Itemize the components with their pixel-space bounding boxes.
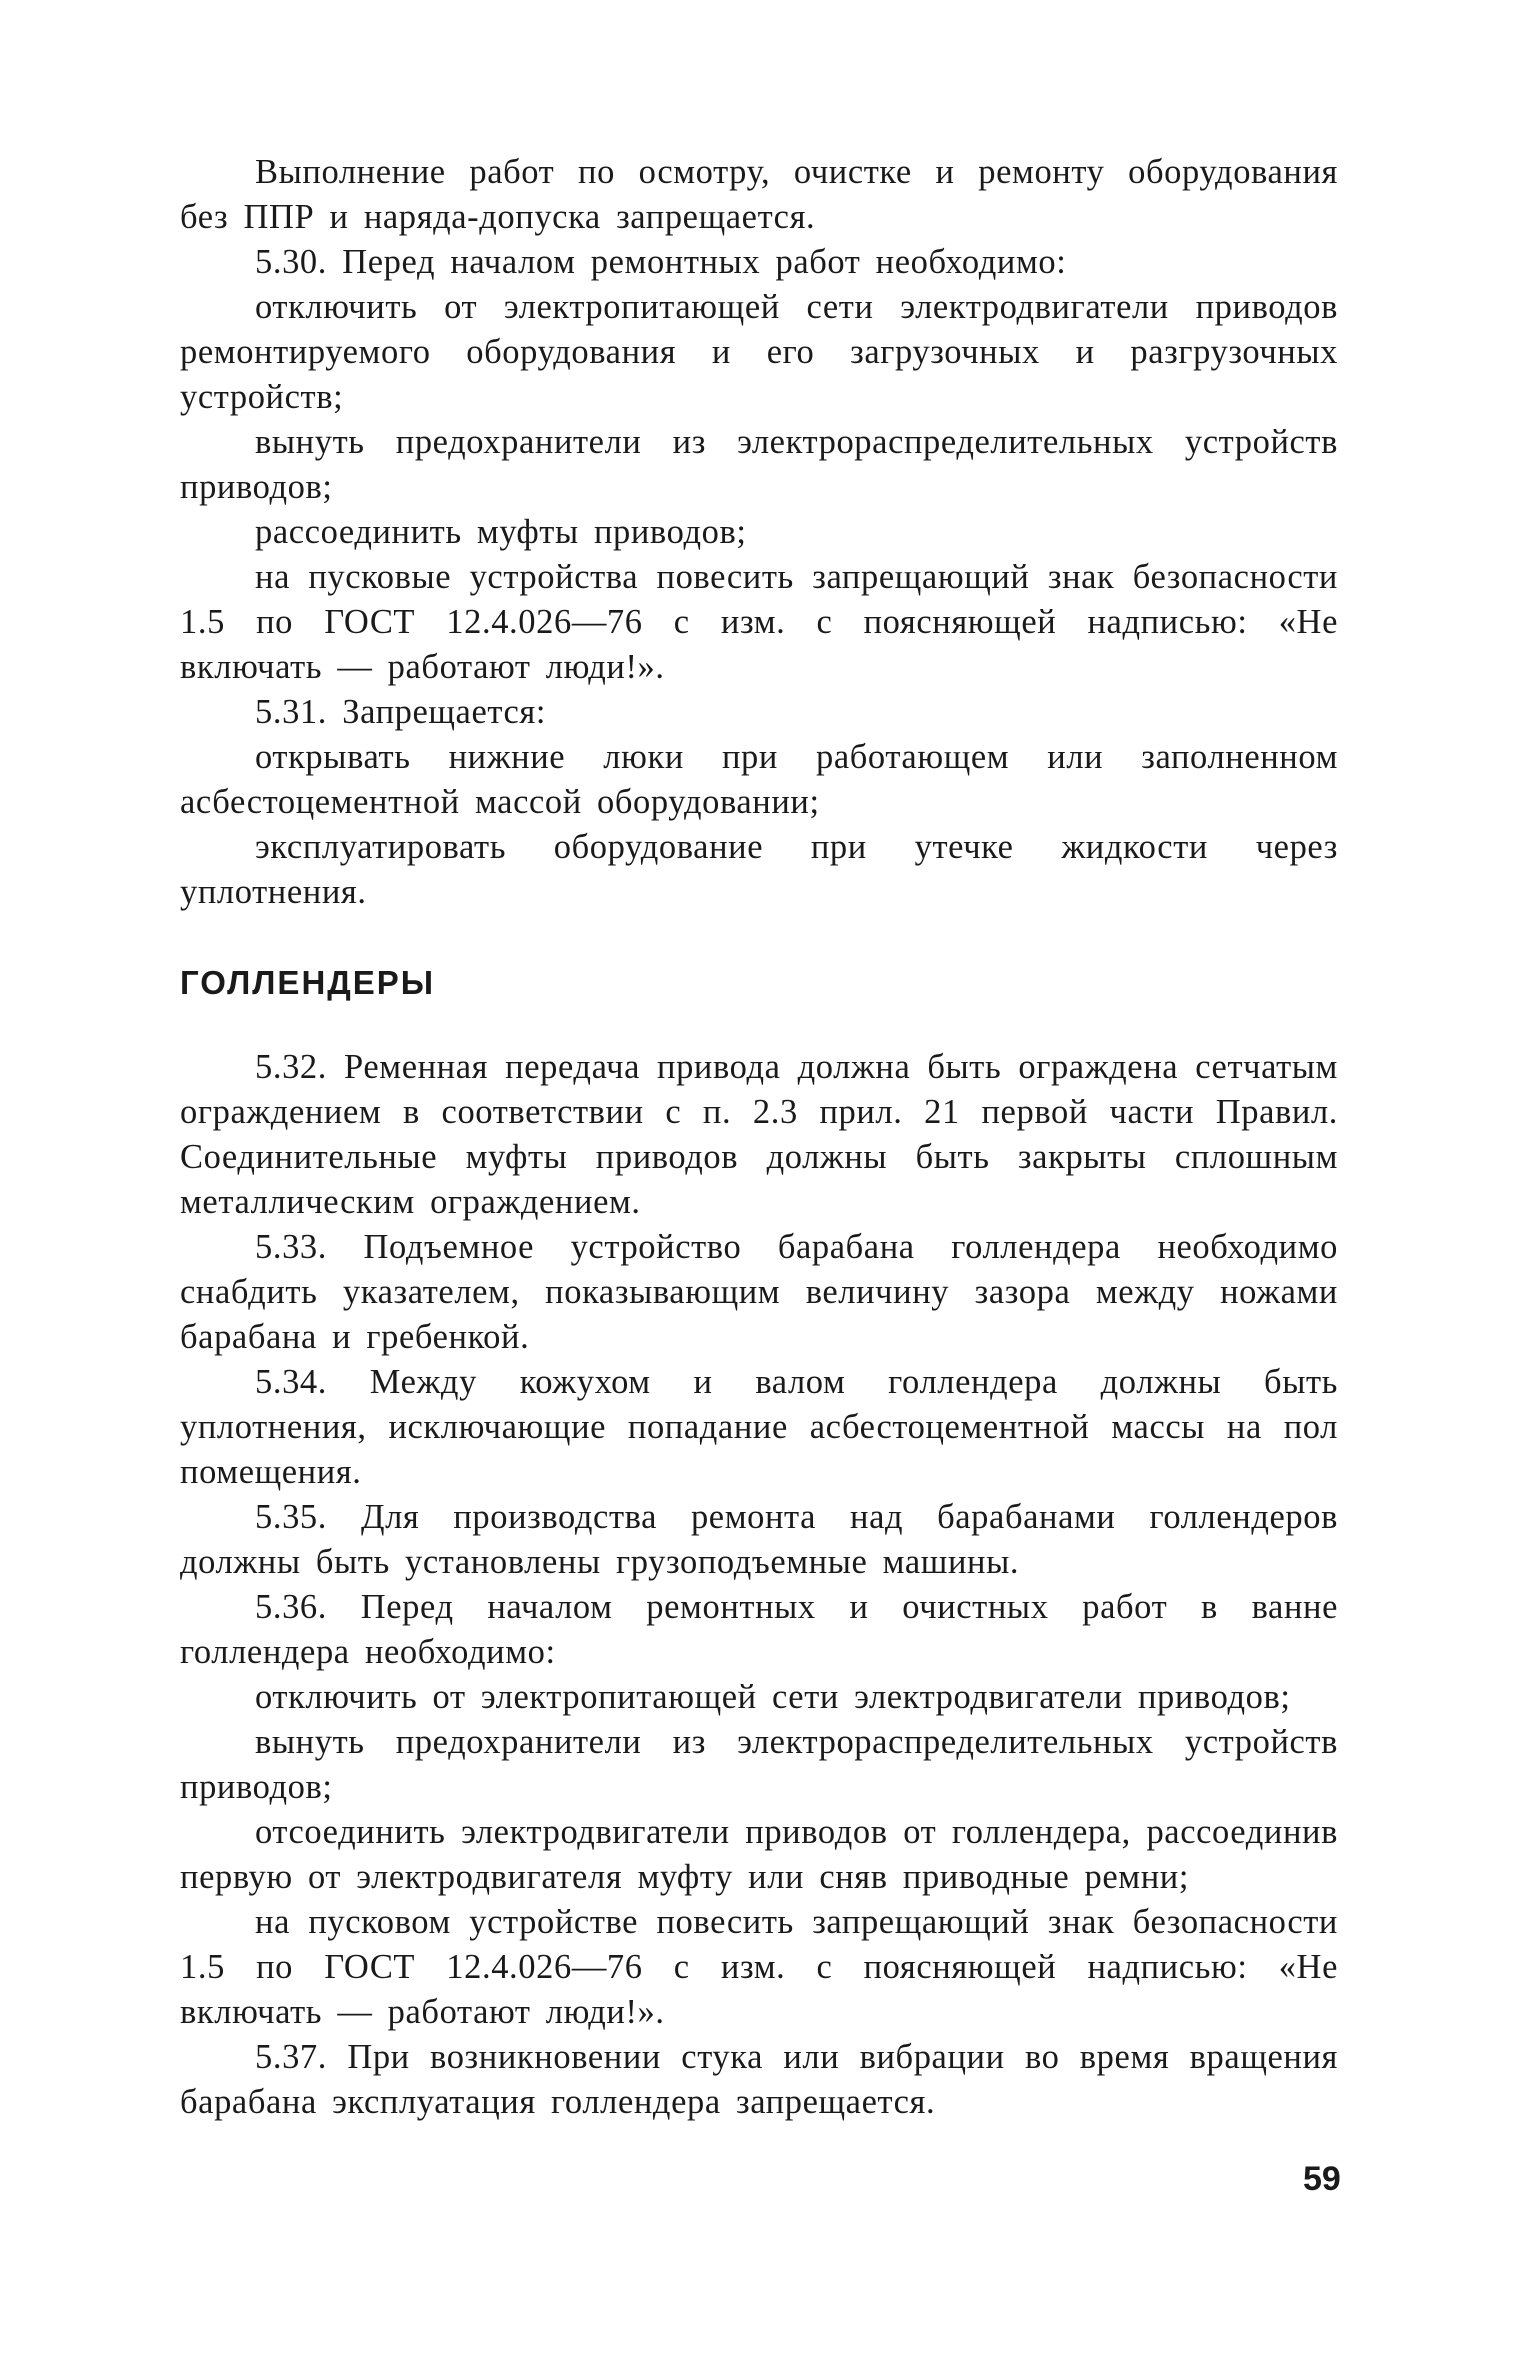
paragraph: 5.30. Перед началом ремонтных работ необходимо: — [255, 243, 1067, 281]
paragraph: эксплуатировать оборудование при утечке жидкости через уплотнения. — [180, 828, 1338, 911]
paragraph: на пусковом устройстве повесить запрещающий знак безопасности 1.5 по ГОСТ 12.4.026—76 с изм. с поясняющей надписью: «Не включать — работают люди!». — [180, 1903, 1338, 2031]
paragraph: 5.32. Ременная передача привода должна быть ограждена сетчатым ограждением в соответствии с п. 2.3 прил. 21 первой части Правил. Соединительные муфты приводов должны быть закрыты сплошным металлическим ограждением. — [180, 1048, 1338, 1221]
paragraph: 5.36. Перед началом ремонтных и очистных работ в ванне голлендера необходимо: — [180, 1588, 1338, 1671]
paragraph: 5.35. Для производства ремонта над барабанами голлендеров должны быть установлены грузоподъемные машины. — [180, 1498, 1338, 1581]
paragraph: Выполнение работ по осмотру, очистке и ремонту оборудования без ППР и наряда-допуска запрещается. — [180, 153, 1338, 236]
section-heading: ГОЛЛЕНДЕРЫ — [180, 964, 436, 1001]
paragraph: открывать нижние люки при работающем или заполненном асбестоцементной массой оборудовании; — [180, 738, 1338, 821]
paragraph: отключить от электропитающей сети электродвигатели приводов; — [255, 1678, 1291, 1716]
paragraph: отсоединить электродвигатели приводов от голлендера, рассоединив первую от электродвигателя муфту или сняв приводные ремни; — [180, 1813, 1338, 1896]
paragraph: рассоединить муфты приводов; — [255, 513, 747, 551]
paragraph: 5.37. При возникновении стука или вибрации во время вращения барабана эксплуатация голлендера запрещается. — [180, 2038, 1338, 2121]
paragraph: вынуть предохранители из электрораспределительных устройств приводов; — [180, 1723, 1338, 1806]
paragraph: 5.34. Между кожухом и валом голлендера должны быть уплотнения, исключающие попадание асбестоцементной массы на пол помещения. — [180, 1363, 1338, 1491]
paragraph: 5.33. Подъемное устройство барабана голлендера необходимо снабдить указателем, показывающим величину зазора между ножами барабана и гребенкой. — [180, 1228, 1338, 1356]
paragraph: 5.31. Запрещается: — [255, 693, 547, 731]
paragraph: вынуть предохранители из электрораспределительных устройств приводов; — [180, 423, 1338, 506]
page-body — [180, 150, 1338, 2125]
paragraph: отключить от электропитающей сети электродвигатели приводов ремонтируемого оборудования и его загрузочных и разгрузочных устройств; — [180, 288, 1338, 416]
page-number: 59 — [1303, 2160, 1341, 2198]
paragraph: на пусковые устройства повесить запрещающий знак безопасности 1.5 по ГОСТ 12.4.026—76 с изм. с поясняющей надписью: «Не включать — работают люди!». — [180, 558, 1338, 686]
